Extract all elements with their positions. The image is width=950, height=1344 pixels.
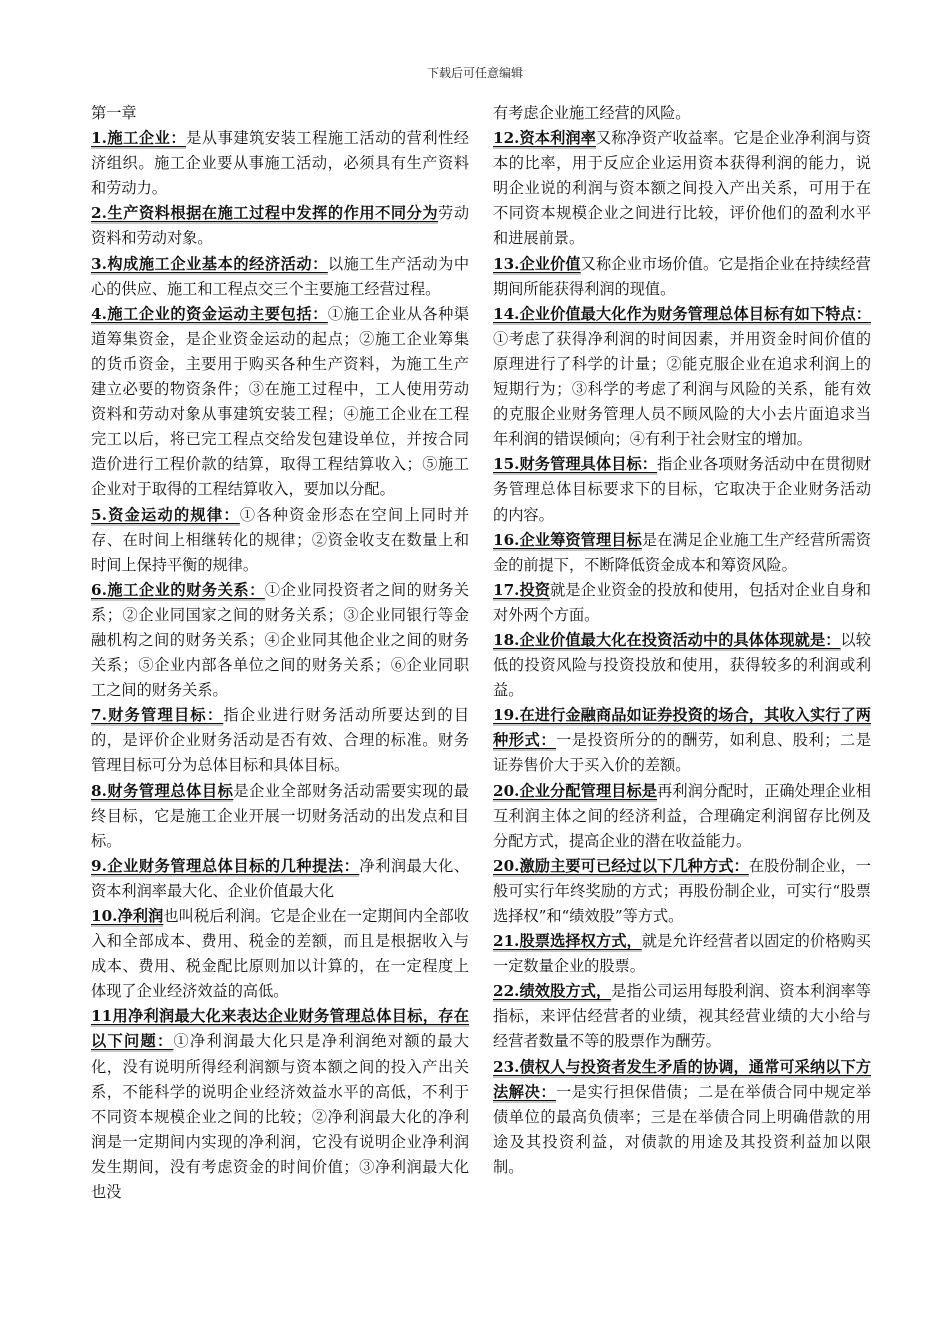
term: 11用净利润最大化来表达企业财务管理总体目标，存在以下问题： xyxy=(91,1007,469,1051)
page-header: 下载后可任意编辑 xyxy=(426,66,523,80)
paragraph xyxy=(493,628,871,703)
paragraph xyxy=(493,854,871,929)
term: 14.企业价值最大化作为财务管理总体目标有如下特点： xyxy=(493,304,871,323)
term: 22.绩效股方式， xyxy=(493,982,612,1001)
paragraph xyxy=(493,703,871,778)
paragraph xyxy=(493,252,871,302)
paragraph-text: 就是企业资金的投放和使用，包括对企业自身和对外两个方面。 xyxy=(493,580,871,624)
paragraph-text: 再利润分配时，正确处理企业相互利润主体之间的经济利益，合理确定利润留存比例及分配方式，提高企业的潜在收益能力。 xyxy=(493,781,871,850)
term: 15.财务管理具体目标： xyxy=(493,455,658,474)
paragraph xyxy=(91,252,469,302)
term: 12.资本利润率 xyxy=(493,129,596,148)
paragraph-text: 也叫税后利润。它是企业在一定期间内全部收入和全部成本、费用、税金的差额，而且是根据收入与成本、费用、税金配比原则加以计算的，在一定程度上体现了企业经济效益的高低。 xyxy=(91,907,469,1001)
paragraph xyxy=(91,578,469,703)
paragraph xyxy=(493,578,871,628)
paragraph-text: 有考虑企业施工经营的风险。 xyxy=(493,104,691,122)
paragraph-text: 是在满足企业施工生产经营所需资金的前提下，不断降低资金成本和筹资风险。 xyxy=(493,530,871,574)
paragraph-text: ①净利润最大化只是净利润绝对额的最大化，没有说明所得经利润额与资本额之间的投入产出关系，不能科学的说明企业经济效益水平的高低，不利于不同资本规模企业之间的比较；②净利润最大化的净利润是一定期间内实现的净利润，它没有说明企业净利润发生期间，没有考虑资金的时间价值；③净利润最大化也没 xyxy=(91,1032,470,1202)
paragraph-text: 在股份制企业，一般可实行年终奖励的方式；再股份制企业，可实行“股票选择权”和“绩效股”等方式。 xyxy=(493,856,871,925)
paragraph xyxy=(91,854,469,904)
paragraph-text: 指企业进行财务活动所要达到的目的，是评价企业财务活动是否有效、合理的标准。财务管理目标可分为总体目标和具体目标。 xyxy=(91,706,469,775)
paragraph xyxy=(91,302,469,503)
paragraph-text: 是指公司运用每股利润、资本利润率等指标，来评估经营者的业绩，视其经营业绩的大小给与经营者数量不等的股票作为酬劳。 xyxy=(493,982,871,1051)
paragraph xyxy=(91,1004,469,1205)
paragraph-text: ①施工企业从各种渠道筹集资金，是企业资金运动的起点；②施工企业筹集的货币资金，主要用于购买各种生产资料，为施工生产建立必要的物资条件；③在施工过程中，工人使用劳动资料和劳动对象从事建筑安装工程；④施工企业在工程完工以后，将已完工程点交给发包建设单位，并按合同造价进行工程价款的结算，取得工程结算收入；⑤施工企业对于取得的工程结算收入，要加以分配。 xyxy=(91,304,470,499)
term: 4.施工企业的资金运动主要包括： xyxy=(91,304,328,323)
paragraph xyxy=(493,126,871,251)
right-column xyxy=(493,101,871,1180)
paragraph xyxy=(91,201,469,251)
paragraph-text: ①企业同投资者之间的财务关系；②企业同国家之间的财务关系；③企业同银行等金融机构之间的财务关系；④企业同其他企业之间的财务关系；⑤企业内部各单位之间的财务关系；⑥企业同职工之间的财务关系。 xyxy=(91,580,470,700)
paragraph-text: 又称净资产收益率。它是企业净利润与资本的比率，用于反应企业运用资本获得利润的能力，说明企业说的利润与资本额之间投入产出关系，可用于在不同资本规模企业之间进行比较，评价他们的盈利水平和进展前景。 xyxy=(493,129,871,248)
term: 8.财务管理总体目标 xyxy=(91,781,234,800)
term: 5.资金运动的规律： xyxy=(91,505,240,524)
term: 9.企业财务管理总体目标的几种提法： xyxy=(91,856,360,875)
paragraph xyxy=(91,503,469,578)
paragraph-text: ①各种资金形态在空间上同时并存、在时间上相继转化的规律；②资金收支在数量上和时间上保持平衡的规律。 xyxy=(91,505,470,574)
paragraph-text: 以较低的投资风险与投资投放和使用，获得较多的利润或利益。 xyxy=(493,630,871,700)
paragraph-text: 净利润最大化、资本利润率最大化、企业价值最大化 xyxy=(91,856,470,900)
paragraph xyxy=(493,979,871,1054)
paragraph-text: 劳动资料和劳动对象。 xyxy=(91,204,470,248)
paragraph-text: ①考虑了获得净利润的时间因素，并用资金时间价值的原理进行了科学的计量；②能克服企业在追求利润上的短期行为；③科学的考虑了利润与风险的关系，能有效的克服企业财务管理人员不顾风险的大小去片面追求当年利润的错误倾向；④有利于社会财宝的增加。 xyxy=(493,329,871,449)
paragraph xyxy=(493,1055,871,1180)
term: 21.股票选择权方式， xyxy=(493,932,642,951)
paragraph-text: 一是投资所分的的酬劳，如利息、股利；二是证券售价大于买入价的差额。 xyxy=(493,731,872,775)
term: 13.企业价值 xyxy=(493,254,581,273)
term: 10.净利润 xyxy=(91,907,164,925)
term: 6.施工企业的财务关系： xyxy=(91,580,265,599)
paragraph-continuation xyxy=(493,101,871,126)
paragraph-text: 是从事建筑安装工程施工活动的营利性经济组织。施工企业要从事施工活动，必须具有生产资料和劳动力。 xyxy=(91,129,469,198)
paragraph xyxy=(493,779,871,854)
paragraph-text: 指企业各项财务活动中在贯彻财务管理总体目标要求下的目标，它取决于企业财务活动的内容。 xyxy=(493,455,871,524)
term: 17.投资 xyxy=(493,580,551,599)
term: 19.在进行金融商品如证券投资的场合，其收入实行了两种形式： xyxy=(493,706,871,750)
paragraph-text: 就是允许经营者以固定的价格购买一定数量企业的股票。 xyxy=(493,932,871,976)
paragraph xyxy=(493,528,871,578)
term: 3.构成施工企业基本的经济活动： xyxy=(91,254,328,273)
paragraph xyxy=(91,779,469,854)
term: 20.激励主要可已经过以下几种方式： xyxy=(493,856,749,875)
paragraph xyxy=(91,703,469,778)
term: 1.施工企业： xyxy=(91,129,187,148)
term: 2.生产资料根据在施工过程中发挥的作用不同分为 xyxy=(91,204,439,223)
paragraph xyxy=(493,452,871,527)
paragraph-text: 一是实行担保借债；二是在举债合同中规定举债单位的最高负债率；三是在举债合同上明确借款的用途及其投资利益，对债款的用途及其投资利益加以限制。 xyxy=(493,1082,872,1176)
paragraph-text: 又称企业市场价值。它是指企业在持续经营期间所能获得利润的现值。 xyxy=(493,254,871,298)
term: 20.企业分配管理目标是 xyxy=(493,781,658,800)
chapter-heading xyxy=(91,101,469,126)
paragraph xyxy=(91,904,469,1004)
term: 18.企业价值最大化在投资活动中的具体体现就是： xyxy=(493,630,841,649)
paragraph-text: 是企业全部财务活动需要实现的最终目标，它是施工企业开展一切财务活动的出发点和目标。 xyxy=(91,781,469,850)
paragraph xyxy=(493,302,871,453)
paragraph-text: 第一章 xyxy=(91,104,137,122)
left-column xyxy=(91,101,469,1205)
term: 23.债权人与投资者发生矛盾的协调，通常可采纳以下方法解决： xyxy=(493,1057,871,1101)
paragraph xyxy=(91,126,469,201)
paragraph xyxy=(493,929,871,979)
term: 7.财务管理目标： xyxy=(91,706,224,725)
term: 16.企业筹资管理目标 xyxy=(493,530,642,549)
paragraph-text: 以施工生产活动为中心的供应、施工和工程点交三个主要施工经营过程。 xyxy=(91,254,470,298)
